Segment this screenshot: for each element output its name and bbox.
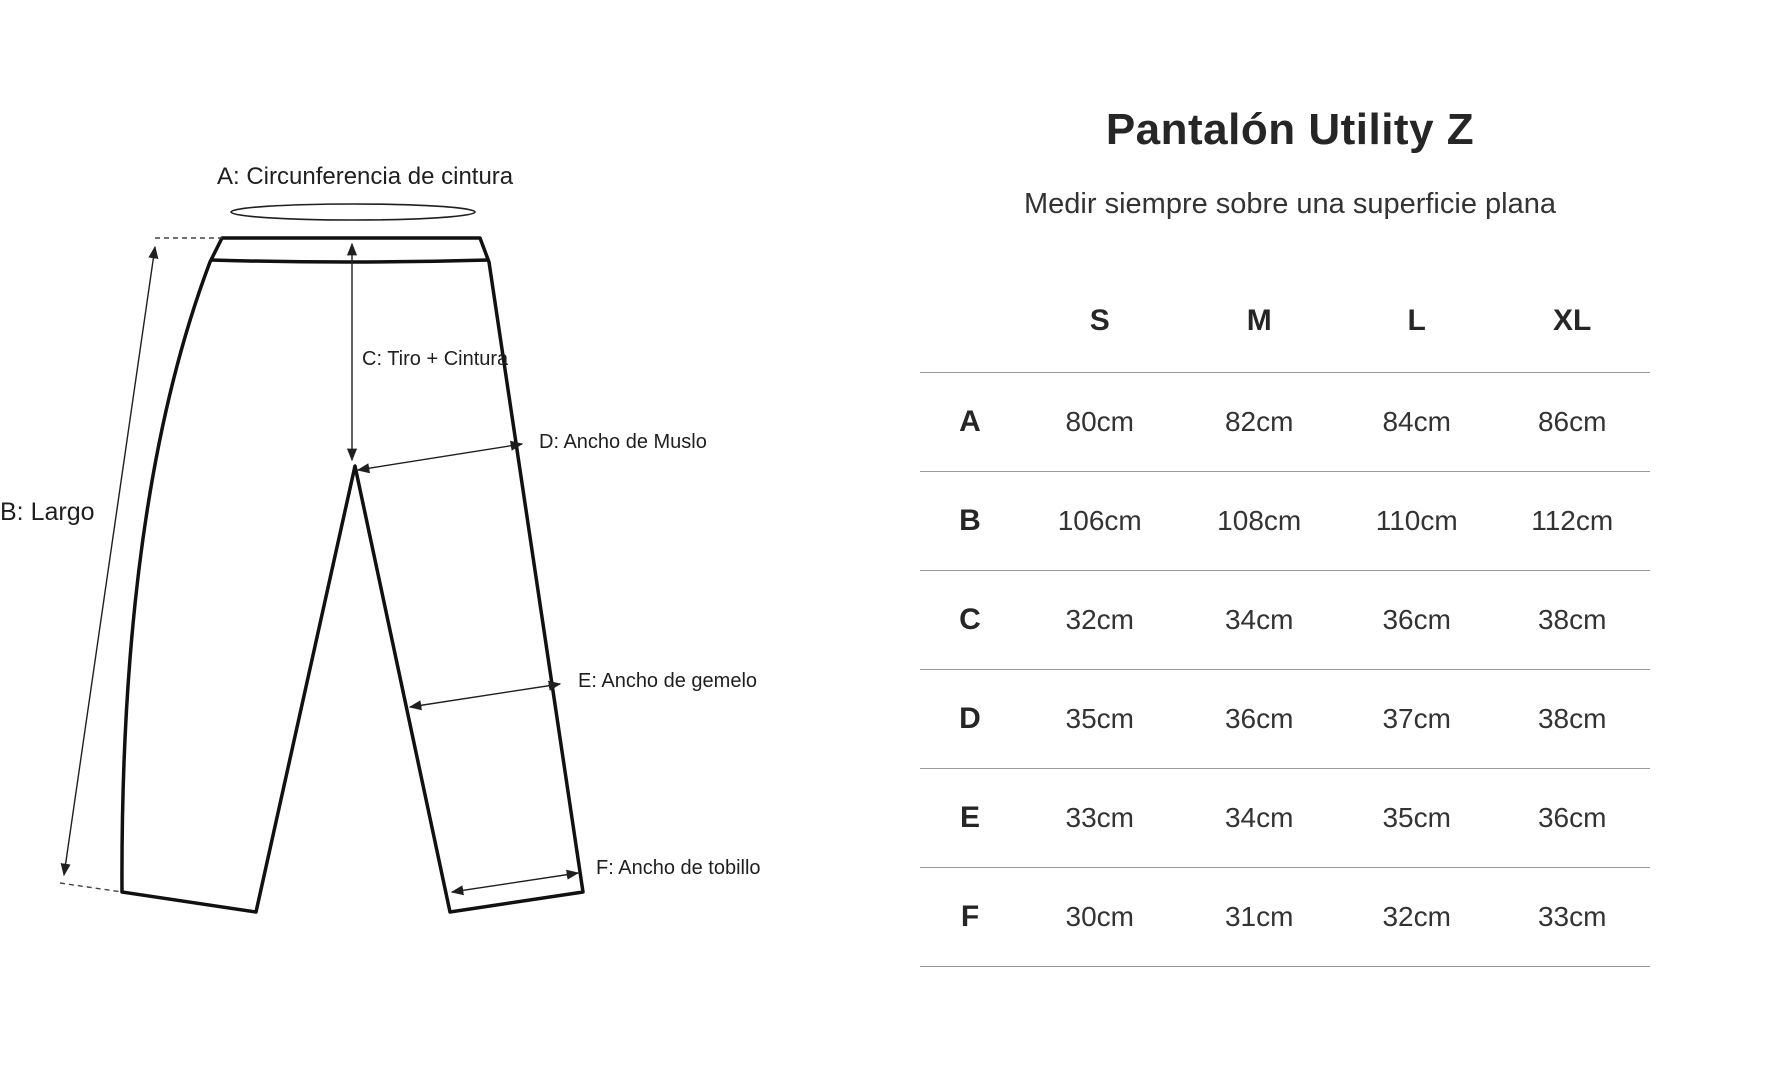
- header-size: M: [1179, 270, 1338, 373]
- row-label: F: [920, 868, 1020, 967]
- row-label: B: [920, 472, 1020, 571]
- table-cell: 32cm: [1020, 571, 1179, 670]
- label-e: E: Ancho de gemelo: [578, 670, 758, 692]
- table-cell: 82cm: [1179, 373, 1338, 472]
- table-cell: 38cm: [1494, 670, 1650, 769]
- table-cell: 80cm: [1020, 373, 1179, 472]
- table-row: [920, 670, 1650, 769]
- pants-diagram: [0, 0, 800, 1071]
- table-row: [920, 472, 1650, 571]
- header-size: XL: [1494, 270, 1650, 373]
- table-cell: 37cm: [1339, 670, 1495, 769]
- row-label: E: [920, 769, 1020, 868]
- row-label: A: [920, 373, 1020, 472]
- waistband-line: [211, 260, 489, 262]
- label-d: D: Ancho de Muslo: [539, 431, 707, 453]
- row-label: C: [920, 571, 1020, 670]
- header-corner: [920, 270, 1020, 373]
- table-row: [920, 868, 1650, 967]
- table-cell: 84cm: [1339, 373, 1495, 472]
- size-chart-panel: [920, 0, 1660, 1071]
- label-c: C: Tiro + Cintura: [362, 348, 509, 370]
- header-size: S: [1020, 270, 1179, 373]
- table-cell: 33cm: [1494, 868, 1650, 967]
- table-cell: 108cm: [1179, 472, 1338, 571]
- table-cell: 31cm: [1179, 868, 1338, 967]
- table-cell: 33cm: [1020, 769, 1179, 868]
- page-subtitle: Medir siempre sobre una superficie plana: [1024, 188, 1556, 220]
- table-cell: 38cm: [1494, 571, 1650, 670]
- table-cell: 36cm: [1494, 769, 1650, 868]
- label-b: B: Largo: [0, 498, 95, 526]
- table-cell: 36cm: [1339, 571, 1495, 670]
- header-size: L: [1339, 270, 1495, 373]
- table-cell: 34cm: [1179, 769, 1338, 868]
- size-table: [920, 270, 1650, 967]
- table-cell: 86cm: [1494, 373, 1650, 472]
- table-cell: 34cm: [1179, 571, 1338, 670]
- table-cell: 35cm: [1339, 769, 1495, 868]
- label-f: F: Ancho de tobillo: [596, 857, 761, 879]
- table-cell: 32cm: [1339, 868, 1495, 967]
- page-title: Pantalón Utility Z: [1105, 105, 1475, 154]
- table-cell: 112cm: [1494, 472, 1650, 571]
- table-cell: 110cm: [1339, 472, 1495, 571]
- table-row: [920, 769, 1650, 868]
- table-cell: 106cm: [1020, 472, 1179, 571]
- calf-arrow: [410, 684, 560, 707]
- table-cell: 30cm: [1020, 868, 1179, 967]
- table-cell: 35cm: [1020, 670, 1179, 769]
- table-row: [920, 571, 1650, 670]
- header-row: [920, 270, 1650, 373]
- thigh-arrow: [358, 444, 522, 470]
- row-label: D: [920, 670, 1020, 769]
- label-a: A: Circunferencia de cintura: [217, 163, 514, 190]
- table-cell: 36cm: [1179, 670, 1338, 769]
- length-guide-bottom: [60, 883, 122, 892]
- ankle-arrow: [452, 873, 578, 892]
- waist-ellipse: [231, 204, 475, 220]
- table-row: [920, 373, 1650, 472]
